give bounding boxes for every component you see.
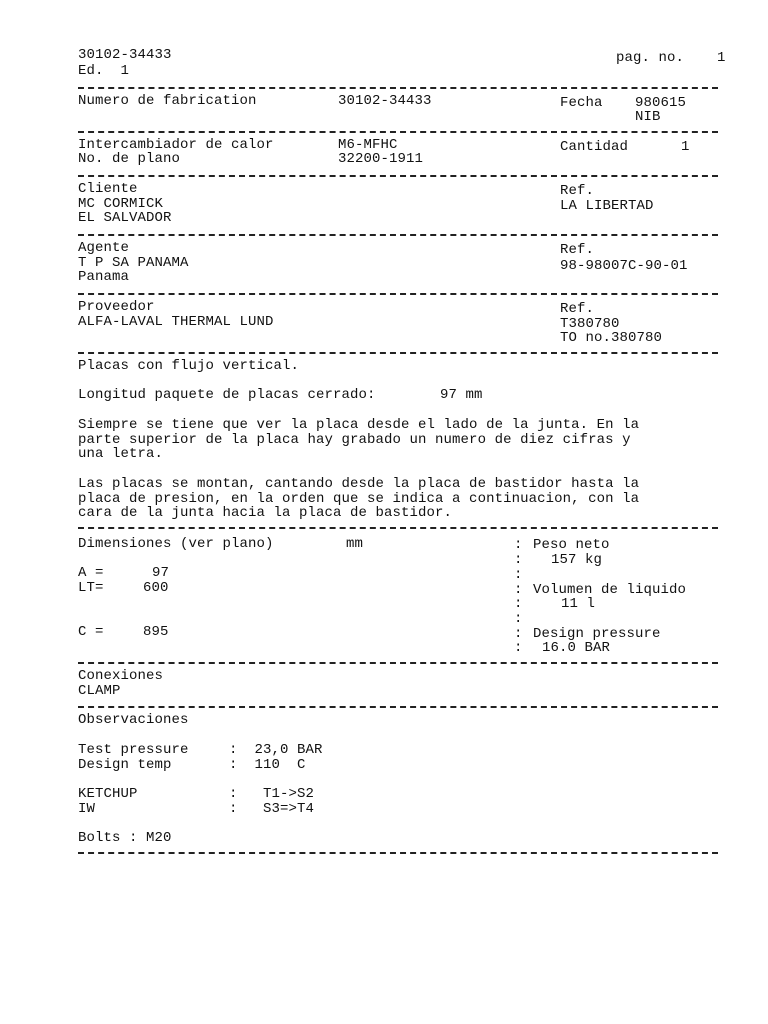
agente-country: Panama [78, 269, 130, 285]
fabrication-number: 30102-34433 [338, 93, 432, 109]
volumen-label: Volumen de liquido [533, 582, 687, 598]
spec-colon: : [514, 582, 523, 598]
peso-label: Peso neto [533, 537, 610, 553]
instruction-line: parte superior de la placa hay grabado un numero de diez cifras y [78, 432, 631, 448]
plano-number: 32200-1911 [338, 151, 424, 167]
dimensions-unit: mm [346, 536, 364, 552]
divider [78, 662, 718, 664]
instruction-line: cara de la junta hacia la placa de bastidor. [78, 505, 453, 521]
document-number: 30102-34433 [78, 47, 172, 63]
spec-colon: : [514, 626, 523, 642]
fecha-value: 980615 [635, 95, 687, 111]
fabrication-label: Numero de fabrication [78, 93, 257, 109]
agente-label: Agente [78, 240, 130, 256]
length-value: 97 mm [440, 387, 483, 403]
spec-colon: : [514, 552, 523, 568]
cliente-country: EL SALVADOR [78, 210, 172, 226]
cliente-ref-label: Ref. [560, 183, 595, 199]
dim-c-value: 895 [143, 624, 169, 640]
cliente-name: MC CORMICK [78, 196, 164, 212]
dim-c-label: C = [78, 624, 104, 640]
pressure-value: 16.0 BAR [542, 640, 611, 656]
design-temp-value: : 110 C [229, 757, 306, 773]
instruction-line: Las placas se montan, cantando desde la placa de bastidor hasta la [78, 476, 640, 492]
instruction-line: placa de presion, en la orden que se indica a continuacion, con la [78, 491, 640, 507]
volumen-value: 11 l [561, 596, 596, 612]
page-number: 1 [717, 50, 726, 66]
divider [78, 175, 718, 177]
test-pressure-label: Test pressure [78, 742, 189, 758]
flow-text: Placas con flujo vertical. [78, 358, 300, 374]
instruction-line: una letra. [78, 446, 164, 462]
proveedor-order-number: TO no.380780 [560, 330, 663, 346]
divider [78, 131, 718, 133]
ketchup-value: : T1->S2 [229, 786, 315, 802]
test-pressure-value: : 23,0 BAR [229, 742, 323, 758]
pressure-label: Design pressure [533, 626, 661, 642]
cliente-label: Cliente [78, 181, 138, 197]
page-label: pag. no. [616, 50, 685, 66]
divider [78, 852, 718, 854]
agente-ref-value: 98-98007C-90-01 [560, 258, 688, 274]
exchanger-label: Intercambiador de calor [78, 137, 274, 153]
exchanger-model: M6-MFHC [338, 137, 398, 153]
conexiones-label: Conexiones [78, 668, 164, 684]
proveedor-name: ALFA-LAVAL THERMAL LUND [78, 314, 274, 330]
iw-value: : S3=>T4 [229, 801, 315, 817]
divider [78, 706, 718, 708]
conexiones-value: CLAMP [78, 683, 121, 699]
spec-colon: : [514, 640, 523, 656]
dim-lt-label: LT= [78, 580, 104, 596]
dim-a-value: 97 [152, 565, 170, 581]
spec-colon: : [514, 611, 523, 627]
dim-lt-value: 600 [143, 580, 169, 596]
fecha-label: Fecha [560, 95, 603, 111]
instruction-line: Siempre se tiene que ver la placa desde el lado de la junta. En la [78, 417, 640, 433]
iw-label: IW [78, 801, 96, 817]
ketchup-label: KETCHUP [78, 786, 138, 802]
observaciones-label: Observaciones [78, 712, 189, 728]
proveedor-label: Proveedor [78, 299, 155, 315]
proveedor-ref-value: T380780 [560, 316, 620, 332]
divider [78, 87, 718, 89]
dimensions-label: Dimensiones (ver plano) [78, 536, 274, 552]
length-label: Longitud paquete de placas cerrado: [78, 387, 376, 403]
divider [78, 234, 718, 236]
spec-colon: : [514, 596, 523, 612]
fecha-sub: NIB [635, 109, 661, 125]
agente-name: T P SA PANAMA [78, 255, 189, 271]
peso-value: 157 kg [551, 552, 603, 568]
divider [78, 527, 718, 529]
dim-a-label: A = [78, 565, 104, 581]
plano-label: No. de plano [78, 151, 181, 167]
cliente-ref-value: LA LIBERTAD [560, 198, 654, 214]
divider [78, 293, 718, 295]
bolts-text: Bolts : M20 [78, 830, 172, 846]
edition: Ed. 1 [78, 63, 130, 79]
agente-ref-label: Ref. [560, 242, 595, 258]
spec-colon: : [514, 567, 523, 583]
design-temp-label: Design temp [78, 757, 172, 773]
cantidad-value: 1 [681, 139, 690, 155]
proveedor-ref-label: Ref. [560, 301, 595, 317]
spec-colon: : [514, 537, 523, 553]
cantidad-label: Cantidad [560, 139, 629, 155]
divider [78, 352, 718, 354]
